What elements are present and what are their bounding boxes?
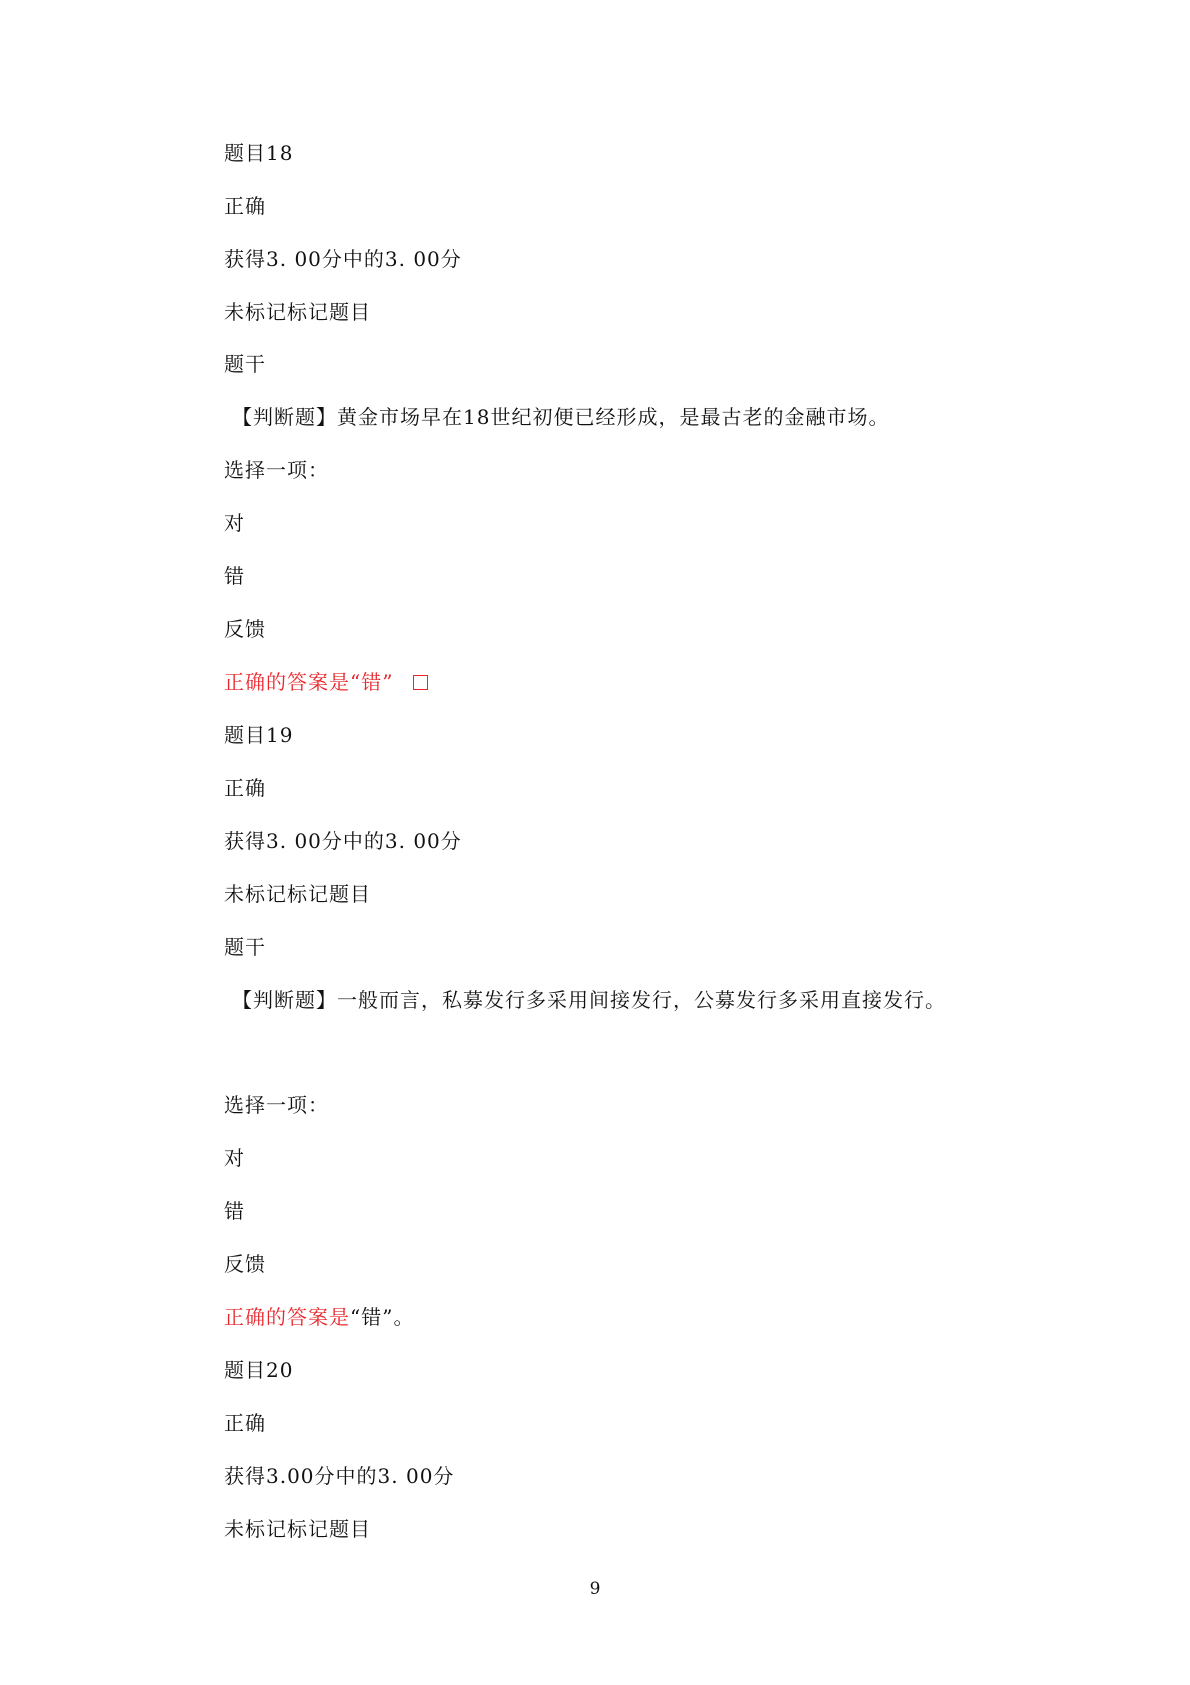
feedback-label: 反馈 xyxy=(224,617,266,641)
question-status: 正确 xyxy=(224,1411,266,1435)
question-score: 获得3. 00分中的3. 00分 xyxy=(224,247,462,271)
checkbox-icon xyxy=(413,675,428,690)
question-status: 正确 xyxy=(224,194,266,218)
correct-answer-prefix: 正确的答案是 xyxy=(224,1305,350,1329)
question-title: 题目19 xyxy=(224,723,294,747)
question-score: 获得3.00分中的3. 00分 xyxy=(224,1464,455,1488)
question-stem: 【判断题】一般而言，私募发行多采用间接发行，公募发行多采用直接发行。 xyxy=(232,988,946,1012)
correct-answer-value: “错”。 xyxy=(350,1305,415,1329)
correct-answer xyxy=(224,668,428,696)
stem-label: 题干 xyxy=(224,352,266,376)
choice-prompt: 选择一项： xyxy=(224,1093,329,1117)
option-true[interactable]: 对 xyxy=(224,1146,245,1170)
question-score: 获得3. 00分中的3. 00分 xyxy=(224,829,462,853)
question-title: 题目18 xyxy=(224,141,294,165)
question-title: 题目20 xyxy=(224,1358,294,1382)
feedback-label: 反馈 xyxy=(224,1252,266,1276)
question-status: 正确 xyxy=(224,776,266,800)
flag-question-link[interactable]: 未标记标记题目 xyxy=(224,1517,371,1541)
option-false[interactable]: 错 xyxy=(224,564,245,588)
option-false[interactable]: 错 xyxy=(224,1199,245,1223)
flag-question-link[interactable]: 未标记标记题目 xyxy=(224,300,371,324)
stem-label: 题干 xyxy=(224,935,266,959)
correct-answer xyxy=(224,1303,414,1331)
correct-answer-text: 正确的答案是“错” xyxy=(224,670,394,694)
flag-question-link[interactable]: 未标记标记题目 xyxy=(224,882,371,906)
question-stem: 【判断题】黄金市场早在18世纪初便已经形成，是最古老的金融市场。 xyxy=(232,405,890,429)
option-true[interactable]: 对 xyxy=(224,511,245,535)
choice-prompt: 选择一项： xyxy=(224,458,329,482)
page-number: 9 xyxy=(589,1579,601,1599)
